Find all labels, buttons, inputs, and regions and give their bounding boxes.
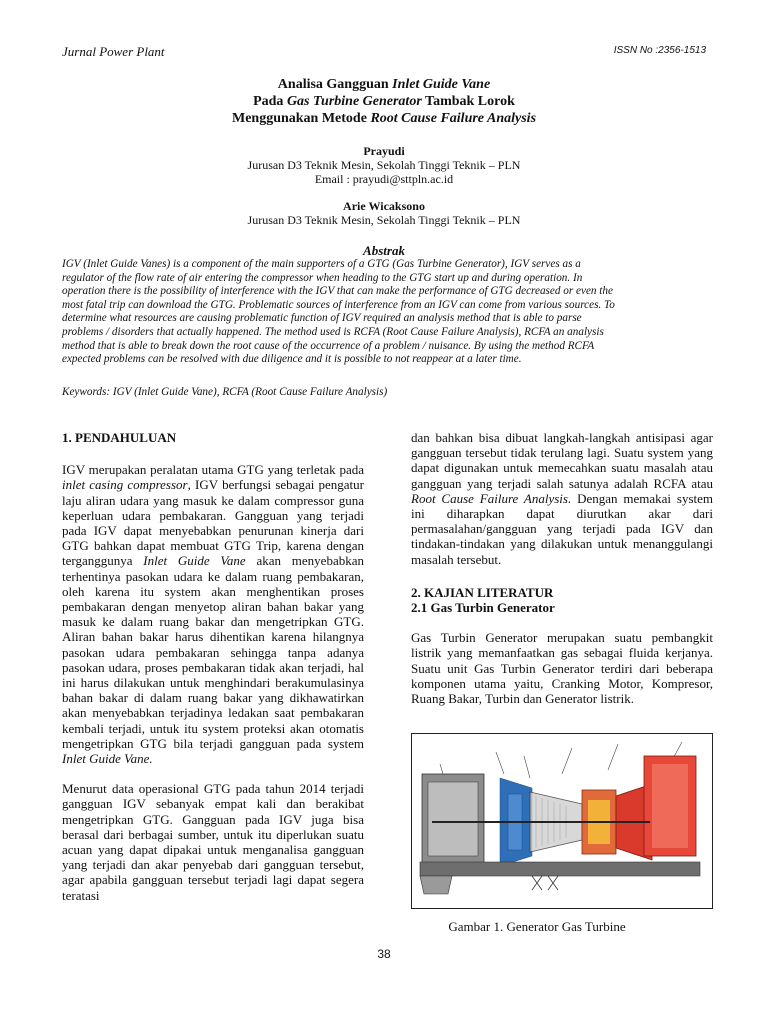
issn: ISSN No :2356-1513 bbox=[613, 45, 706, 56]
paragraph: Menurut data operasional GTG pada tahun 2014 terjadi gangguan IGV sebanyak empat kali dan berakibat mengetripkan GTG. Gangguan pada IGV juga bisa berasal dari berbagai sumber, untuk itu diperlukan suatu acuan yang dapat dipakai untuk menganalisa gangguan yang terjadi dan akar penyebab dari gangguan tersebut, agar apabila gangguan tersebut terjadi lagi dapat segera teratasi bbox=[62, 781, 364, 903]
section-heading: 1. PENDAHULUAN bbox=[62, 430, 177, 445]
title-line3-a: Menggunakan Metode bbox=[231, 111, 371, 126]
title-line2-a: Pada bbox=[253, 94, 287, 109]
gas-turbine-figure bbox=[411, 733, 713, 909]
text-run: Root Cause Failure Analysis. bbox=[411, 490, 572, 506]
title-line1-b: Inlet Guide Vane bbox=[392, 77, 491, 92]
text-run: Inlet Guide Vane. bbox=[62, 751, 153, 767]
text-run: Dengan memakai system ini diharapkan dapat diurutkan akar dari permasalahan/gangguan yang terjadi pada IGV dan tindakan-tindakan yang dilakukan untuk menanggulangi masalah tersebut. bbox=[411, 490, 713, 567]
abstract-body bbox=[62, 258, 712, 367]
text-run: Inlet Guide Vane bbox=[143, 553, 246, 569]
author-affiliation: Jurusan D3 Teknik Mesin, Sekolah Tinggi Teknik – PLN bbox=[247, 213, 521, 227]
paragraph: Gas Turbin Generator merupakan suatu pembangkit listrik yang memanfaatkan gas sebagai fluida kerjanya. Suatu unit Gas Turbin Generator terdiri dari beberapa komponen utama yaitu, Cranking Motor, Kompresor, Ruang Bakar, Turbin dan Generator listrik. bbox=[411, 630, 713, 707]
author-affiliation: Jurusan D3 Teknik Mesin, Sekolah Tinggi Teknik – PLN bbox=[247, 158, 521, 172]
title-line1-a: Analisa Gangguan bbox=[277, 77, 393, 92]
abstract-line: operation there is the possibility of interference with the IGV that can make the performance of GTG decreased or even the bbox=[62, 285, 613, 298]
journal-name: Jurnal Power Plant bbox=[62, 44, 165, 59]
abstract-line: most fatal trip can download the GTG. Problematic sources of interference from an IGV can come from various sources. To bbox=[62, 298, 615, 311]
figure-caption: Gambar 1. Generator Gas Turbine bbox=[448, 919, 626, 934]
text-run: dan bahkan bisa dibuat langkah-langkah antisipasi agar gangguan tersebut tidak terulang lagi. Suatu system yang dapat digunakan untuk memecahkan suatu masalah atau gangguan yang terjadi salah satunya adalah RCFA atau bbox=[411, 430, 713, 491]
abstract-line: IGV (Inlet Guide Vanes) is a component of the main supporters of a GTG (Gas Turbine Generator), IGV serves as a bbox=[62, 258, 581, 270]
author-block-2 bbox=[62, 199, 706, 227]
text-run: IGV merupakan peralatan utama GTG yang terletak pada bbox=[62, 462, 364, 478]
author-name: Arie Wicaksono bbox=[343, 199, 425, 213]
gas-turbine-illustration bbox=[412, 734, 712, 908]
paper-title bbox=[62, 76, 706, 127]
text-run: , IGV berfungsi sebagai pengatur laju aliran udara yang masuk ke dalam compressor guna keperluan udara pembakaran. Gangguan yang terjadi pada IGV dapat menyebabkan penurunan kinerja dari GTG bahkan dapat membuat GTG Trip, karena dengan terganggunya bbox=[62, 477, 364, 569]
author-block-1 bbox=[62, 144, 706, 186]
paragraph bbox=[411, 430, 713, 567]
abstract-line: determine what resources are causing problematic function of IGV required an analysis method that is able to parse bbox=[62, 312, 582, 325]
running-header bbox=[62, 44, 706, 60]
author-name: Prayudi bbox=[363, 144, 405, 158]
right-column bbox=[411, 430, 713, 706]
author-email: Email : prayudi@sttpln.ac.id bbox=[314, 172, 454, 186]
paragraph bbox=[62, 462, 364, 766]
title-line2-c: Tambak Lorok bbox=[421, 94, 515, 109]
subsection-heading: 2.1 Gas Turbin Generator bbox=[411, 600, 555, 616]
page-number: 38 bbox=[377, 947, 391, 961]
abstract-line: expected problems can be resolved with due diligence and it is possible to not reappear at a later time. bbox=[62, 353, 522, 366]
title-line2-b: Gas Turbine Generator bbox=[286, 94, 422, 109]
left-column bbox=[62, 430, 364, 903]
text-run: akan menyebabkan terhentinya pasokan udara ke dalam ruang pembakaran, oleh karena itu system akan menghentikan proses pembakaran dengan menyetop aliran bahan bakar yang masuk ke dalam ruang bakar dan mengetripkan GTG. Aliran bahan bakar harus dihentikan karena hilangnya pasokan udara pembakaran sehingga tanpa adanya pasokan udara, proses pembakaran tidak akan terjadi, hal ini harus dilakukan untuk menghindari berakumulasinya bahan bakar di dalam ruang bakar yang dikhawatirkan akan menyebabkan terjadinya ledakan saat pembakaran kembali terjadi, untuk itu system proteksi akan otomatis mengetripkan GTG bila terjadi gangguan pada system bbox=[62, 553, 364, 751]
text-run: inlet casing compressor bbox=[62, 477, 188, 493]
abstract-heading: Abstrak bbox=[363, 243, 405, 258]
abstract-line: problems / disorders that actually happened. The method used is RCFA (Root Cause Failure Analysis), RCFA an analysis bbox=[62, 325, 604, 338]
title-line3-b: Root Cause Failure Analysis bbox=[370, 111, 537, 126]
abstract-line: regulator of the flow rate of air entering the compressor when heading to the GTG start up and during operation. In bbox=[62, 271, 583, 284]
section-heading: 2. KAJIAN LITERATUR bbox=[411, 584, 554, 600]
keywords: Keywords: IGV (Inlet Guide Vane), RCFA (Root Cause Failure Analysis) bbox=[62, 386, 388, 398]
abstract-line: method that is able to break down the root cause of the occurrence of a problem / nuisance. By using the method RCFA bbox=[62, 339, 595, 352]
